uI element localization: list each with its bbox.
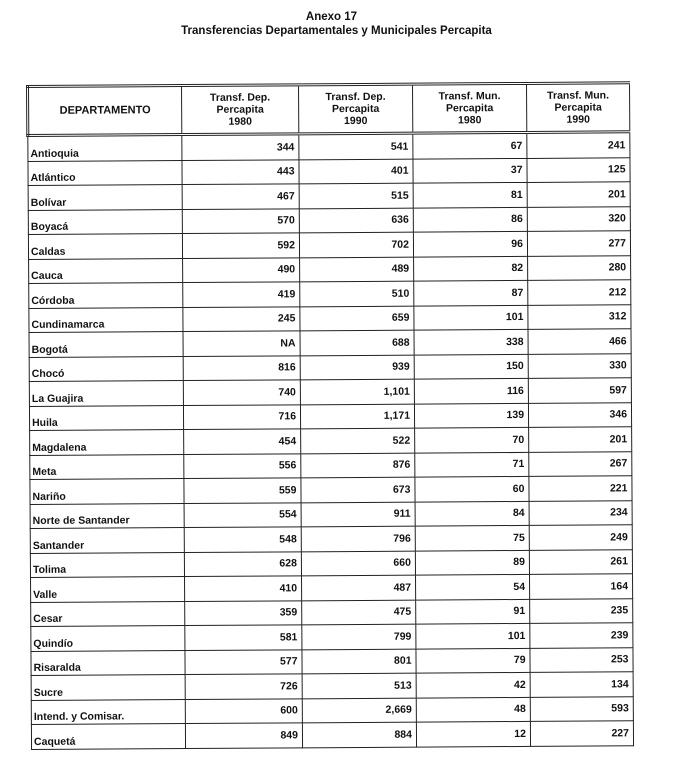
table-header — [28, 83, 630, 136]
cell-dep-1990: 515 — [299, 183, 413, 208]
cell-departamento: Sucre — [31, 675, 185, 700]
cell-departamento: Norte de Santander — [30, 503, 184, 528]
table-row — [30, 476, 632, 504]
table-row — [30, 525, 632, 553]
cell-dep-1980: 554 — [184, 502, 301, 527]
cell-departamento: Antioquia — [28, 135, 182, 161]
cell-mun-1990: 320 — [527, 206, 630, 231]
document-title: Anexo 17 — [305, 11, 358, 23]
cell-dep-1980: 628 — [184, 551, 301, 576]
cell-mun-1980: 150 — [414, 354, 528, 379]
cell-dep-1980: 467 — [182, 184, 299, 209]
cell-dep-1980: 419 — [183, 282, 300, 307]
cell-mun-1980: 87 — [414, 280, 528, 305]
table-body — [28, 132, 634, 749]
cell-mun-1990: 201 — [529, 427, 632, 452]
cell-mun-1980: 54 — [416, 574, 530, 599]
table-row — [29, 378, 631, 406]
table-row — [30, 500, 632, 528]
cell-mun-1990: 261 — [529, 549, 632, 574]
header-dep-1980: Transf. Dep. Percapita 1980 — [182, 85, 299, 135]
table-row — [30, 451, 632, 479]
cell-dep-1980: 577 — [185, 649, 302, 674]
table-row — [30, 427, 632, 455]
header-mun-1990: Transf. Mun. Percapita 1990 — [526, 83, 629, 133]
cell-departamento: Atlántico — [28, 160, 182, 185]
cell-dep-1980: 581 — [185, 625, 302, 650]
cell-dep-1990: 541 — [299, 133, 413, 159]
cell-mun-1980: 101 — [416, 623, 530, 648]
cell-departamento: Magdalena — [30, 430, 184, 455]
cell-departamento: Valle — [31, 577, 185, 602]
cell-dep-1980: 726 — [185, 674, 302, 699]
table-row — [29, 402, 631, 430]
table-row — [28, 206, 630, 234]
cell-dep-1990: 796 — [301, 526, 415, 551]
cell-dep-1980: 548 — [184, 527, 301, 552]
cell-mun-1990: 134 — [530, 672, 633, 697]
cell-departamento: Meta — [30, 454, 184, 479]
cell-dep-1990: 1,171 — [300, 404, 414, 429]
cell-departamento: La Guajira — [29, 381, 183, 406]
cell-dep-1980: 849 — [185, 723, 302, 748]
cell-mun-1990: 593 — [530, 696, 633, 721]
cell-dep-1980: 454 — [184, 429, 301, 454]
document-subtitle: Transferencias Departamentales y Municipales Percapita — [181, 25, 492, 37]
table-row — [28, 132, 630, 161]
cell-dep-1980: 359 — [185, 600, 302, 625]
cell-dep-1980: 716 — [183, 404, 300, 429]
cell-departamento: Bolívar — [28, 185, 182, 210]
cell-mun-1980: 70 — [415, 427, 529, 452]
cell-mun-1990: 267 — [529, 451, 632, 476]
cell-mun-1990: 221 — [529, 476, 632, 501]
table-row — [31, 721, 633, 749]
cell-departamento: Tolima — [30, 552, 184, 577]
cell-dep-1990: 475 — [302, 600, 416, 625]
cell-dep-1980: 816 — [183, 355, 300, 380]
table-row — [31, 598, 633, 626]
cell-dep-1990: 673 — [301, 477, 415, 502]
transfers-table — [26, 81, 634, 749]
cell-dep-1990: 876 — [301, 453, 415, 478]
cell-departamento: Cundinamarca — [29, 307, 183, 332]
cell-mun-1980: 91 — [416, 599, 530, 624]
cell-mun-1980: 338 — [414, 329, 528, 354]
cell-mun-1980: 84 — [415, 501, 529, 526]
cell-mun-1980: 12 — [416, 721, 530, 746]
cell-mun-1990: 253 — [530, 647, 633, 672]
cell-mun-1980: 67 — [413, 132, 527, 158]
cell-departamento: Cesar — [31, 601, 185, 626]
table-row — [31, 623, 633, 651]
table-row — [29, 255, 631, 283]
cell-mun-1980: 79 — [416, 648, 530, 673]
cell-mun-1980: 81 — [413, 182, 527, 207]
cell-dep-1990: 636 — [299, 208, 413, 233]
cell-mun-1990: 280 — [528, 255, 631, 280]
cell-departamento: Nariño — [30, 479, 184, 504]
table-row — [29, 280, 631, 308]
cell-mun-1980: 60 — [415, 476, 529, 501]
cell-mun-1980: 82 — [414, 256, 528, 281]
cell-departamento: Quindío — [31, 626, 185, 651]
document-header — [0, 10, 683, 38]
cell-dep-1990: 702 — [299, 232, 413, 257]
cell-dep-1990: 513 — [302, 673, 416, 698]
cell-mun-1990: 346 — [528, 402, 631, 427]
cell-mun-1990: 597 — [528, 378, 631, 403]
cell-dep-1990: 939 — [300, 355, 414, 380]
cell-mun-1980: 116 — [414, 378, 528, 403]
cell-mun-1990: 249 — [529, 525, 632, 550]
table-row — [31, 647, 633, 675]
cell-mun-1990: 227 — [530, 721, 633, 746]
cell-dep-1980: 344 — [182, 134, 299, 160]
cell-dep-1990: 884 — [302, 722, 416, 747]
table-row — [29, 304, 631, 332]
cell-mun-1990: 164 — [529, 574, 632, 599]
table-row — [28, 231, 630, 259]
cell-departamento: Boyacá — [28, 209, 182, 234]
cell-mun-1980: 48 — [416, 697, 530, 722]
table-row — [31, 696, 633, 724]
cell-dep-1990: 510 — [300, 281, 414, 306]
cell-dep-1990: 801 — [302, 649, 416, 674]
cell-dep-1980: 245 — [183, 306, 300, 331]
cell-departamento: Huila — [29, 405, 183, 430]
table-row — [29, 353, 631, 381]
cell-mun-1990: 241 — [527, 132, 630, 158]
table-row — [28, 182, 630, 210]
cell-dep-1980: 443 — [182, 159, 299, 184]
cell-departamento: Caldas — [28, 234, 182, 259]
table-row — [28, 157, 630, 185]
cell-mun-1990: 277 — [527, 231, 630, 256]
cell-mun-1980: 139 — [414, 403, 528, 428]
header-mun-1980: Transf. Mun. Percapita 1980 — [413, 83, 527, 133]
cell-departamento: Risaralda — [31, 650, 185, 675]
cell-mun-1990: 235 — [530, 598, 633, 623]
table-row — [30, 549, 632, 577]
cell-dep-1980: NA — [183, 331, 300, 356]
cell-mun-1980: 86 — [413, 207, 527, 232]
header-dep-1990: Transf. Dep. Percapita 1990 — [299, 84, 413, 134]
cell-dep-1980: 410 — [185, 576, 302, 601]
table-row — [31, 574, 633, 602]
cell-mun-1990: 234 — [529, 500, 632, 525]
cell-dep-1980: 559 — [184, 478, 301, 503]
cell-dep-1990: 401 — [299, 159, 413, 184]
cell-dep-1980: 490 — [183, 257, 300, 282]
cell-mun-1990: 201 — [527, 182, 630, 207]
cell-mun-1980: 42 — [416, 672, 530, 697]
cell-dep-1980: 592 — [182, 233, 299, 258]
cell-departamento: Córdoba — [29, 283, 183, 308]
cell-dep-1990: 911 — [301, 502, 415, 527]
cell-dep-1990: 688 — [300, 330, 414, 355]
cell-dep-1990: 660 — [301, 551, 415, 576]
cell-dep-1990: 1,101 — [300, 379, 414, 404]
cell-dep-1990: 2,669 — [302, 698, 416, 723]
cell-dep-1990: 659 — [300, 306, 414, 331]
table-row — [29, 329, 631, 357]
cell-mun-1990: 466 — [528, 329, 631, 354]
table-row — [31, 672, 633, 700]
cell-dep-1980: 556 — [184, 453, 301, 478]
cell-departamento: Bogotá — [29, 332, 183, 357]
cell-departamento: Intend. y Comisar. — [31, 699, 185, 724]
cell-departamento: Santander — [30, 528, 184, 553]
cell-departamento: Caquetá — [31, 724, 185, 749]
cell-dep-1990: 487 — [302, 575, 416, 600]
cell-mun-1980: 101 — [414, 305, 528, 330]
header-departamento: DEPARTAMENTO — [28, 86, 182, 136]
cell-mun-1980: 89 — [415, 550, 529, 575]
cell-dep-1990: 522 — [301, 428, 415, 453]
cell-departamento: Chocó — [29, 356, 183, 381]
cell-dep-1990: 489 — [300, 257, 414, 282]
cell-dep-1980: 570 — [182, 208, 299, 233]
cell-mun-1990: 239 — [530, 623, 633, 648]
cell-mun-1990: 312 — [528, 304, 631, 329]
cell-mun-1990: 125 — [527, 157, 630, 182]
cell-mun-1980: 75 — [415, 525, 529, 550]
cell-mun-1980: 37 — [413, 158, 527, 183]
cell-dep-1980: 600 — [185, 698, 302, 723]
cell-mun-1990: 330 — [528, 353, 631, 378]
cell-dep-1990: 799 — [302, 624, 416, 649]
cell-dep-1980: 740 — [183, 380, 300, 405]
cell-mun-1980: 71 — [415, 452, 529, 477]
cell-departamento: Cauca — [29, 258, 183, 283]
cell-mun-1990: 212 — [528, 280, 631, 305]
cell-mun-1980: 96 — [413, 231, 527, 256]
